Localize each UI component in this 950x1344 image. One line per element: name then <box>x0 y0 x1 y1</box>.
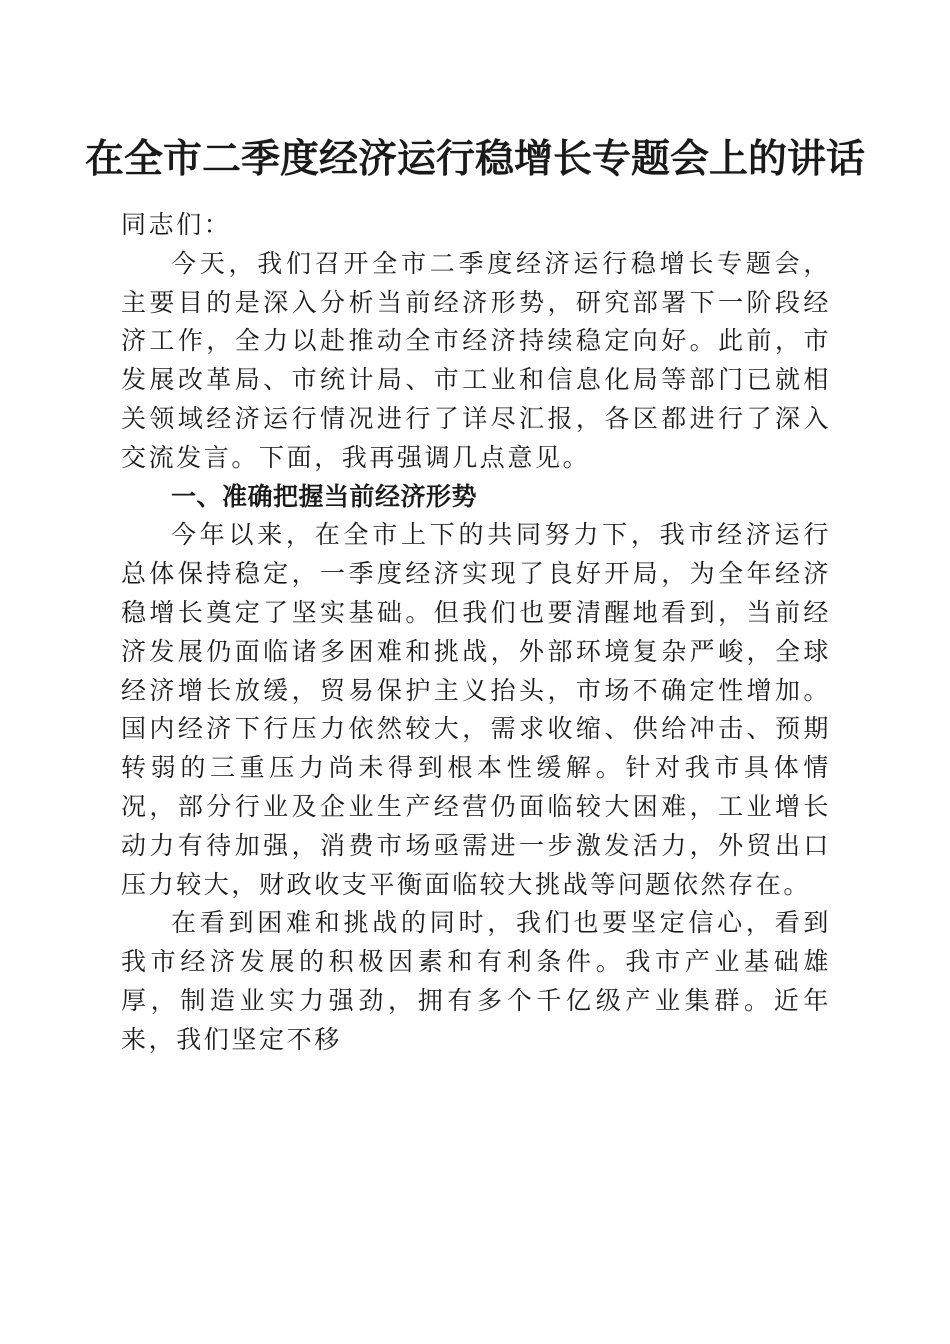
paragraph: 今年以来，在全市上下的共同努力下，我市经济运行总体保持稳定，一季度经济实现了良好开局，为全年经济稳增长奠定了坚实基础。但我们也要清醒地看到，当前经济发展仍面临诸多困难和挑战，外部环境复杂严峻，全球经济增长放缓，贸易保护主义抬头，市场不确定性增加。国内经济下行压力依然较大，需求收缩、供给冲击、预期转弱的三重压力尚未得到根本性缓解。针对我市具体情况，部分行业及企业生产经营仍面临较大困难，工业增长动力有待加强，消费市场亟需进一步激发活力，外贸出口压力较大，财政收支平衡面临较大挑战等问题依然存在。 <box>121 520 831 899</box>
paragraph-intro: 今天，我们召开全市二季度经济运行稳增长专题会，主要目的是深入分析当前经济形势，研究部署下一阶段经济工作，全力以赴推动全市经济持续稳定向好。此前，市发展改革局、市统计局、市工业和信息化局等部门已就相关领域经济运行情况进行了详尽汇报，各区都进行了深入交流发言。下面，我再强调几点意见。 <box>121 248 831 472</box>
salutation: 同志们： <box>121 210 232 239</box>
document-title: 在全市二季度经济运行稳增长专题会上的讲话 <box>84 136 865 182</box>
section-heading: 一、准确把握当前经济形势 <box>171 481 478 511</box>
document-body <box>121 206 831 1060</box>
paragraph: 在看到困难和挑战的同时，我们也要坚定信心，看到我市经济发展的积极因素和有利条件。我市产业基础雄厚，制造业实力强劲，拥有多个千亿级产业集群。近年来，我们坚定不移 <box>121 908 831 1054</box>
